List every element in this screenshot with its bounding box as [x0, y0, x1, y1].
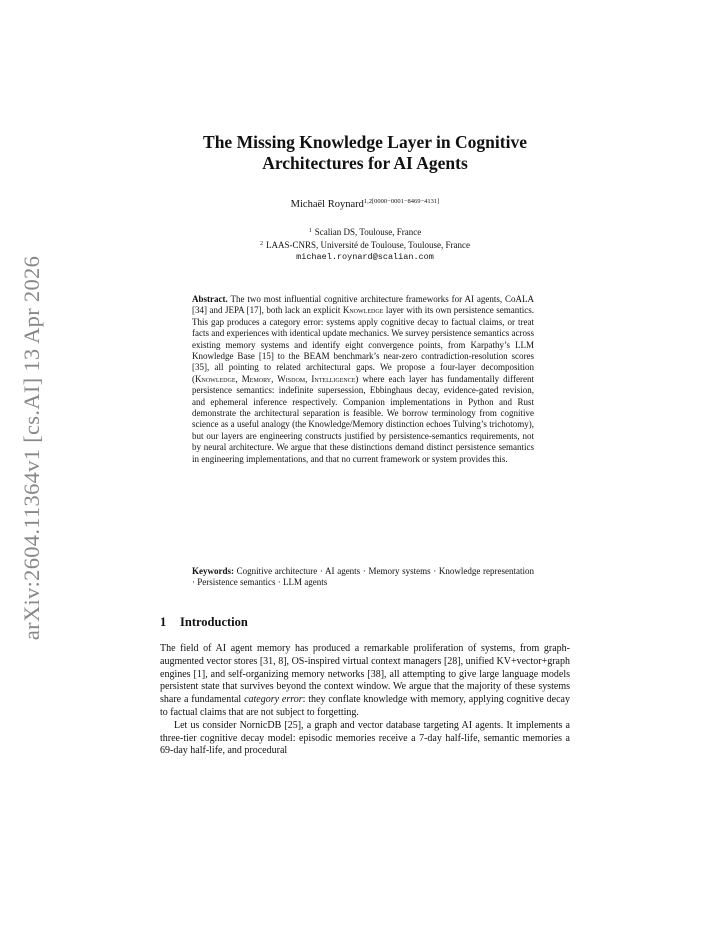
title-line-1: The Missing Knowledge Layer in Cognitive — [203, 132, 527, 152]
title-line-2: Architectures for AI Agents — [262, 153, 468, 173]
affiliation-2 — [160, 238, 570, 252]
intro-p1-emphasis: category error — [244, 694, 303, 706]
author-superscript: 1,2[0000−0001−8469−4131] — [363, 198, 440, 205]
keywords — [192, 566, 534, 589]
affiliation-2-text: LAAS-CNRS, Université de Toulouse, Toulouse, France — [266, 240, 470, 250]
intro-paragraph-1 — [160, 643, 570, 720]
author-line — [160, 198, 570, 210]
abstract-text-1: The two most influential cognitive architecture frameworks for AI agents, CoALA [34] and JEPA [17], both lack an explicit — [192, 294, 534, 316]
abstract-label: Abstract. — [192, 294, 228, 304]
section-heading — [160, 615, 570, 630]
abstract-knowledge-term: Knowledge — [342, 305, 384, 316]
abstract-text-2: layer with its own persistence semantics. This gap produces a category error: systems apply cognitive decay to factual claims, or treat facts and experiences with identical update mechanics. We survey persistence semantics across existing memory systems and identify eight convergence points, from Karpathy’s LLM Knowledge Base [15] to the BEAM benchmark’s near-zero contradiction-resolution scores [35], all pointing to related architectural gaps. We propose a four-layer decomposition ( — [192, 305, 534, 384]
affiliation-1-text: Scalian DS, Toulouse, France — [314, 227, 422, 237]
intro-p1-text-1: The field of AI agent memory has produced a remarkable proliferation of systems, from graph-augmented vector stores [31, 8], OS-inspired virtual context managers [28], unified KV+vector+graph engines [1], and self-organizing memory networks [38], all attempting to give large language models persistent state that survives beyond the context window. We argue that the majority of these systems share a fundamental — [160, 643, 570, 706]
paper-title — [140, 132, 590, 174]
abstract — [192, 294, 534, 465]
arxiv-identifier: arXiv:2604.11364v1 [cs.AI] 13 Apr 2026 — [19, 255, 44, 641]
affiliation-2-number: 2 — [260, 241, 264, 247]
keywords-text: Cognitive architecture · AI agents · Memory systems · Knowledge representation · Persistence semantics · LLM agents — [192, 566, 535, 588]
section-number: 1 — [160, 615, 167, 629]
affiliation-1-number: 1 — [308, 228, 312, 234]
introduction-body — [160, 643, 570, 758]
intro-paragraph-2: Let us consider NornicDB [25], a graph and vector database targeting AI agents. It implements a three-tier cognitive decay model: episodic memories receive a 7-day half-life, semantic memories a 69-day half-life, and procedural — [160, 719, 570, 757]
section-title: Introduction — [180, 615, 248, 629]
abstract-text-3: ) where each layer has fundamentally different persistence semantics: indefinite supersession, Ebbinghaus decay, evidence-gated revision, and ephemeral inference respectively. Companion implementations in Python and Rust demonstrate the architectural separation is feasible. We borrow terminology from cognitive science as a useful analogy (the Knowledge/Memory distinction echoes Tulving’s trichotomy), but our layers are engineering constructs justified by persistence-semantics requirements, not by neural architecture. We argue that these distinctions demand distinct persistence semantics in engineering implementations, and that no current framework or system provides this. — [192, 373, 534, 464]
keywords-label: Keywords: — [192, 566, 234, 576]
author-name: Michaël Roynard — [290, 199, 364, 210]
affiliation-1 — [160, 225, 570, 239]
author-email[interactable]: michael.roynard@scalian.com — [296, 252, 434, 262]
intro-p1-text-2: : they conflate knowledge with memory, applying cognitive decay to factual claims that are not subject to forgetting. — [160, 694, 570, 718]
abstract-layer-names: Knowledge, Memory, Wisdom, Intelligence — [195, 373, 356, 384]
